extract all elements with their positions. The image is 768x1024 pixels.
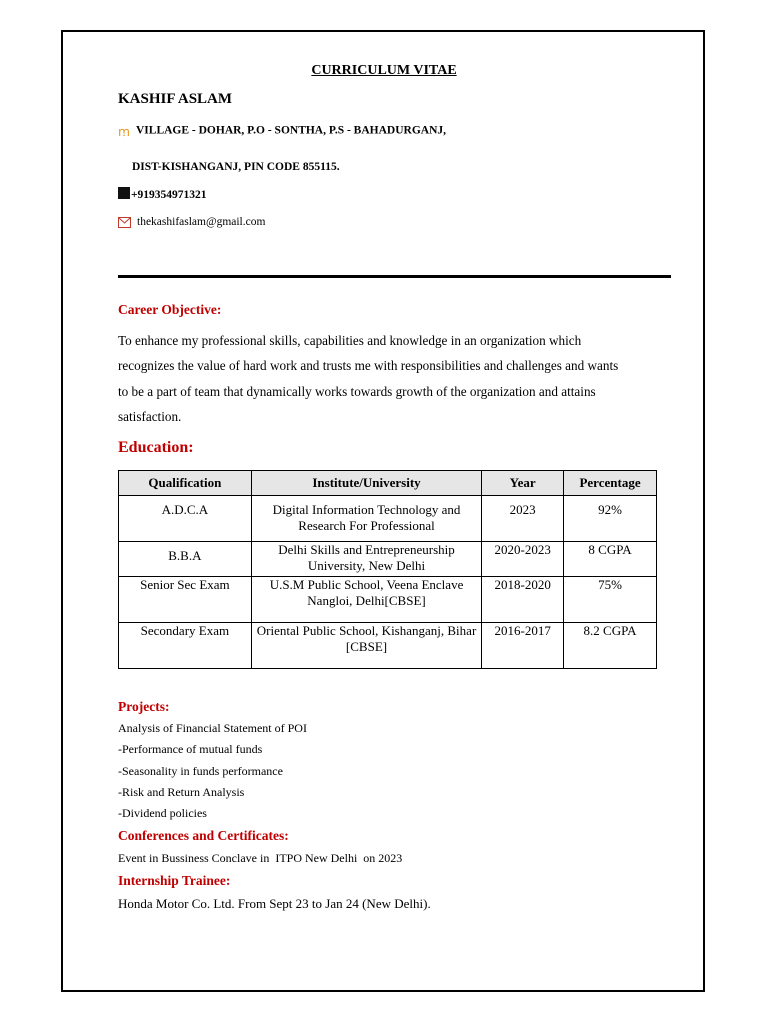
mail-icon bbox=[118, 217, 131, 228]
project-item: -Seasonality in funds performance bbox=[118, 764, 283, 778]
table-cell: 8 CGPA bbox=[564, 542, 657, 577]
table-cell: 75% bbox=[564, 577, 657, 623]
career-line: to be a part of team that dynamically works towards growth of the organization and attains bbox=[118, 383, 596, 399]
address-line-1 bbox=[118, 122, 446, 140]
table-cell: Delhi Skills and Entrepreneurship University, New Delhi bbox=[251, 542, 482, 577]
career-line: recognizes the value of hard work and trusts me with responsibilities and challenges and wants bbox=[118, 358, 619, 374]
project-item: -Performance of mutual funds bbox=[118, 742, 263, 756]
header-divider bbox=[118, 275, 671, 278]
internship-text: Honda Motor Co. Ltd. From Sept 23 to Jan 24 (New Delhi). bbox=[118, 896, 431, 911]
candidate-name: KASHIF ASLAM bbox=[118, 91, 233, 107]
conferences-text: Event in Bussiness Conclave in ITPO New Delhi on 2023 bbox=[118, 851, 403, 865]
column-header: Institute/University bbox=[251, 471, 482, 496]
table-header-row bbox=[119, 471, 657, 496]
table-row bbox=[119, 496, 657, 542]
table-row bbox=[119, 623, 657, 669]
phone-icon bbox=[118, 187, 130, 199]
table-cell: 92% bbox=[564, 496, 657, 542]
career-line: To enhance my professional skills, capabilities and knowledge in an organization which bbox=[118, 333, 582, 348]
table-row bbox=[119, 542, 657, 577]
table-cell: Secondary Exam bbox=[119, 623, 252, 669]
column-header: Year bbox=[482, 471, 564, 496]
email-row bbox=[118, 216, 265, 228]
table-row bbox=[119, 577, 657, 623]
table-cell: U.S.M Public School, Veena Enclave Nangloi, Delhi[CBSE] bbox=[251, 577, 482, 623]
document-title: CURRICULUM VITAE bbox=[311, 63, 457, 78]
education-table bbox=[118, 470, 657, 669]
internship-heading: Internship Trainee: bbox=[118, 873, 231, 888]
conferences-heading: Conferences and Certificates: bbox=[118, 828, 289, 843]
projects-heading: Projects: bbox=[118, 699, 170, 714]
phone-number: +919354971321 bbox=[131, 189, 207, 201]
table-cell: 2023 bbox=[482, 496, 564, 542]
career-line: satisfaction. bbox=[118, 408, 182, 424]
table-cell: Digital Information Technology and Research For Professional bbox=[251, 496, 482, 542]
project-item: Analysis of Financial Statement of POI bbox=[118, 721, 307, 735]
table-cell: 2016-2017 bbox=[482, 623, 564, 669]
table-cell: 2018-2020 bbox=[482, 577, 564, 623]
project-item: -Risk and Return Analysis bbox=[118, 785, 245, 799]
education-heading: Education: bbox=[118, 439, 194, 456]
location-icon: ꭑ bbox=[118, 124, 130, 139]
table-cell: Senior Sec Exam bbox=[119, 577, 252, 623]
table-cell: 2020-2023 bbox=[482, 542, 564, 577]
address-line-1-text: VILLAGE - DOHAR, P.O - SONTHA, P.S - BAHADURGANJ, bbox=[136, 124, 447, 137]
table-cell: B.B.A bbox=[119, 542, 252, 577]
table-cell: 8.2 CGPA bbox=[564, 623, 657, 669]
career-objective-text bbox=[118, 328, 651, 429]
project-item: -Dividend policies bbox=[118, 806, 207, 820]
table-cell: A.D.C.A bbox=[119, 496, 252, 542]
column-header: Percentage bbox=[564, 471, 657, 496]
phone-row bbox=[118, 187, 207, 201]
career-objective-heading: Career Objective: bbox=[118, 302, 222, 317]
column-header: Qualification bbox=[119, 471, 252, 496]
table-cell: Oriental Public School, Kishanganj, Bihar [CBSE] bbox=[251, 623, 482, 669]
email-address[interactable]: thekashifaslam@gmail.com bbox=[137, 216, 266, 228]
address-line-2: DIST-KISHANGANJ, PIN CODE 855115. bbox=[132, 161, 340, 173]
